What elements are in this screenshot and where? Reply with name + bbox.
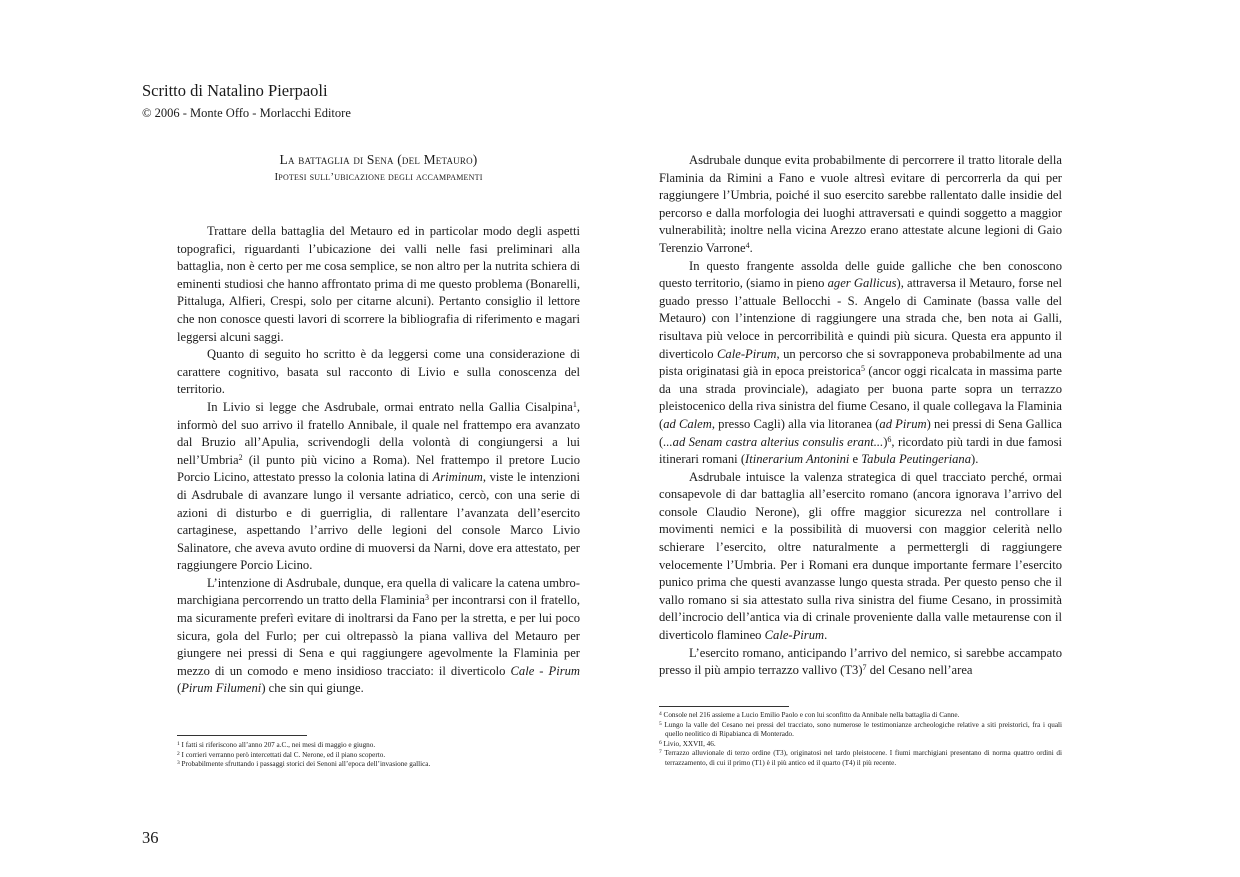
page-header [142,80,351,122]
paragraph-livio: In Livio si legge che Asdrubale, ormai entrato nella Gallia Cisalpina$^1$, informò del suo arrivo il fratello Annibale, il quale nel frattempo era avanzato dal Bruzio all’Apulia, scrivendogli della volontà di congiungersi a lui nell’Umbria$^2$ (il punto più vicino a Roma). Nel frattempo il pretore Lucio Porcio Licino, attestato presso la colonia latina di Ariminum, viste le intenzioni di Asdrubale di avanzare lungo il versante adriatico, cercò, con una serie di azioni di disturbo e di guerriglia, di rallentare l’avanzata dell’esercito cartaginese, aspettando l’arrivo delle legioni del console Marco Livio Salinatore, che aveva avuto ordine di muoversi da Narni, dove era attestato, per raggiungere Porcio Licino. [177,399,580,573]
footnote-ref-6: 6 [887,434,892,444]
footnote-separator-left [177,735,307,736]
paragraph-intro: Trattare della battaglia del Metauro ed in particolar modo degli aspetti topografici, riguardanti l’ubicazione dei valli nelle fasi preliminari alla battaglia, non è certo per me cosa semplice, se non altro per la nutrita schiera di eminenti studiosi che hanno affrontato prima di me questo problema (Bonarelli, Pittaluga, Alfieri, Crespi, solo per citarne alcuni). Pertanto consiglio il lettore che non conosce questi lavori di scorrere la bibliografia di riferimento e magari leggersi alcuni saggi. [177,224,580,344]
article-title: La battaglia di Sena (del Metauro) [279,152,478,167]
paragraph-strategy: Asdrubale intuisce la valenza strategica di quel tracciato perché, ormai consapevole di dar battaglia all’esercito romano (ancora ignorava l’arrivo del console Claudio Nerone), gli offre maggior sicurezza nel controllare i movimenti nemici e la possibilità di muoversi con maggior celerità nello schierare l’esercito, oltre naturalmente a permettergli di raggiungere velocemente l’Umbria. Per i Romani era dunque importante fermare l’esercito punico prima che questi avanzasse lungo questa strada. Per questo penso che il vallo romano si sia attestato sulla riva sinistra del fiume Cesano, in prossimità dell’incrocio dell’antica via di crinale proveniente dalla valle metaurense con il diverticolo flamineo Cale-Pirum. [659,469,1062,643]
footnote-ref-4: 4 [745,240,750,250]
article-subtitle: Ipotesi sull’ubicazione degli accampamenti [274,171,483,183]
title-block [177,151,580,185]
footnote: $^5$ Lungo la valle del Cesano nei pressi del tracciato, sono numerose le testimonianze archeologiche relative a siti preistorici, fra i quali quello neolitico di Ripabianca di Monterado. [659,720,1062,739]
footnote-ref-5: 5 [860,364,865,374]
footnote-ref-7: 7 [862,663,867,673]
right-column [659,152,1062,680]
footnote: $^2$ I corrieri verranno però intercettati dal C. Nerone, ed il piano scoperto. [177,750,386,759]
left-column [177,151,580,698]
page-number: 36 [142,828,159,847]
footnote-ref-2: 2 [238,452,243,462]
footnotes-left [177,741,580,770]
footnote: $^4$ Console nel 216 assieme a Lucio Emilio Paolo e con lui sconfitto da Annibale nella battaglia di Canne. [659,711,960,719]
footnotes-right [659,711,1062,769]
footnote: $^1$ I fatti si riferiscono all’anno 207 a.C., nei mesi di maggio e giugno. [177,741,376,749]
footnote: $^7$ Terrazzo alluvionale di terzo ordine (T3), originatosi nel tardo pleistocene. I fiumi marchigiani presentano di norma quattro ordini di terrazzamento, di cui il primo (T1) è il più antico ed il quarto (T4) il più recente. [659,749,1062,767]
copyright-line: © 2006 - Monte Offo - Morlacchi Editore [142,106,351,120]
paragraph-method: Quanto di seguito ho scritto è da leggersi come una considerazione di carattere cognitivo, basata sul racconto di Livio e sulla conoscenza del territorio. [177,347,580,397]
footnote-ref-1: 1 [572,399,577,409]
footnote-separator-right [659,706,789,707]
footnote-ref-3: 3 [424,593,429,603]
paragraph-roman-army: L’esercito romano, anticipando l’arrivo del nemico, si sarebbe accampato presso il più ampio terrazzo vallivo $(T3)^7$ del Cesano nell’area [659,645,1062,678]
footnote: $^3$ Probabilmente sfruttando i passaggi storici dei Senoni all’epoca dell’invasione gallica. [177,760,431,769]
author-line: Scritto di Natalino Pierpaoli [142,81,328,100]
paragraph-guides: In questo frangente assolda delle guide galliche che ben conoscono questo territorio, (siamo in pieno ager Gallicus), attraversa il Metauro, forse nel guado presso l’attuale Bellocchi - S. Angelo di Caminate (bassa valle del Metauro) con l’intenzione di raggiungere una strada che, ben nota ai Galli, risultava più veloce in percorribilità e quindi più sicura. Questa era appunto il diverticolo Cale-Pirum, un percorso che si sovrapponeva probabilmente ad una pista originatasi già in epoca preistorica$^5$ (ancor oggi ricalcata in massima parte da una strada provinciale), adagiato per buona parte sopra un terrazzo pleistocenico della riva sinistra del fiume Cesano, il quale collegava la Flaminia (ad Calem, presso Cagli) alla via litoranea (ad Pirum) nei pressi di Sena Gallica (...ad Senam castra alterius consulis erant...)$^6$, ricordato più tardi in due famosi itinerari romani (Itinerarium Antonini e Tabula Peutingeriana). [659,258,1062,467]
footnote: $^6$ Livio, XXVII, 46. [659,739,716,748]
paragraph-asdrubale: Asdrubale dunque evita probabilmente di percorrere il tratto litorale della Flaminia da Rimini a Fano e vuole altresì evitare di percorrerla da qui per raggiungere l’Umbria, poiché il suo esercito sarebbe rallentato dalle insidie del percorso e dalla morfologia dei luoghi attraversati e quindi soggetto a maggior vulnerabilità; inoltre nella vicina Arezzo erano attestate alcune legioni di Gaio Terenzio Varrone$^4$. [659,153,1062,255]
paragraph-intention: L’intenzione di Asdrubale, dunque, era quella di valicare la catena umbro-marchigiana percorrendo un tratto della Flaminia$^3$ per incontrarsi con il fratello, ma sicuramente preferì evitare di inoltrarsi da Fano per la stretta, e per lui poco sicura, gola del Furlo; per cui oltrepassò la piana valliva del Metauro per giungere nei pressi di Sena e qui raggiungere agevolmente la Flaminia per mezzo di un comodo e meno insidioso tracciato: il diverticolo Cale - Pirum (Pirum Filumeni) che sin qui giunge. [177,575,581,696]
